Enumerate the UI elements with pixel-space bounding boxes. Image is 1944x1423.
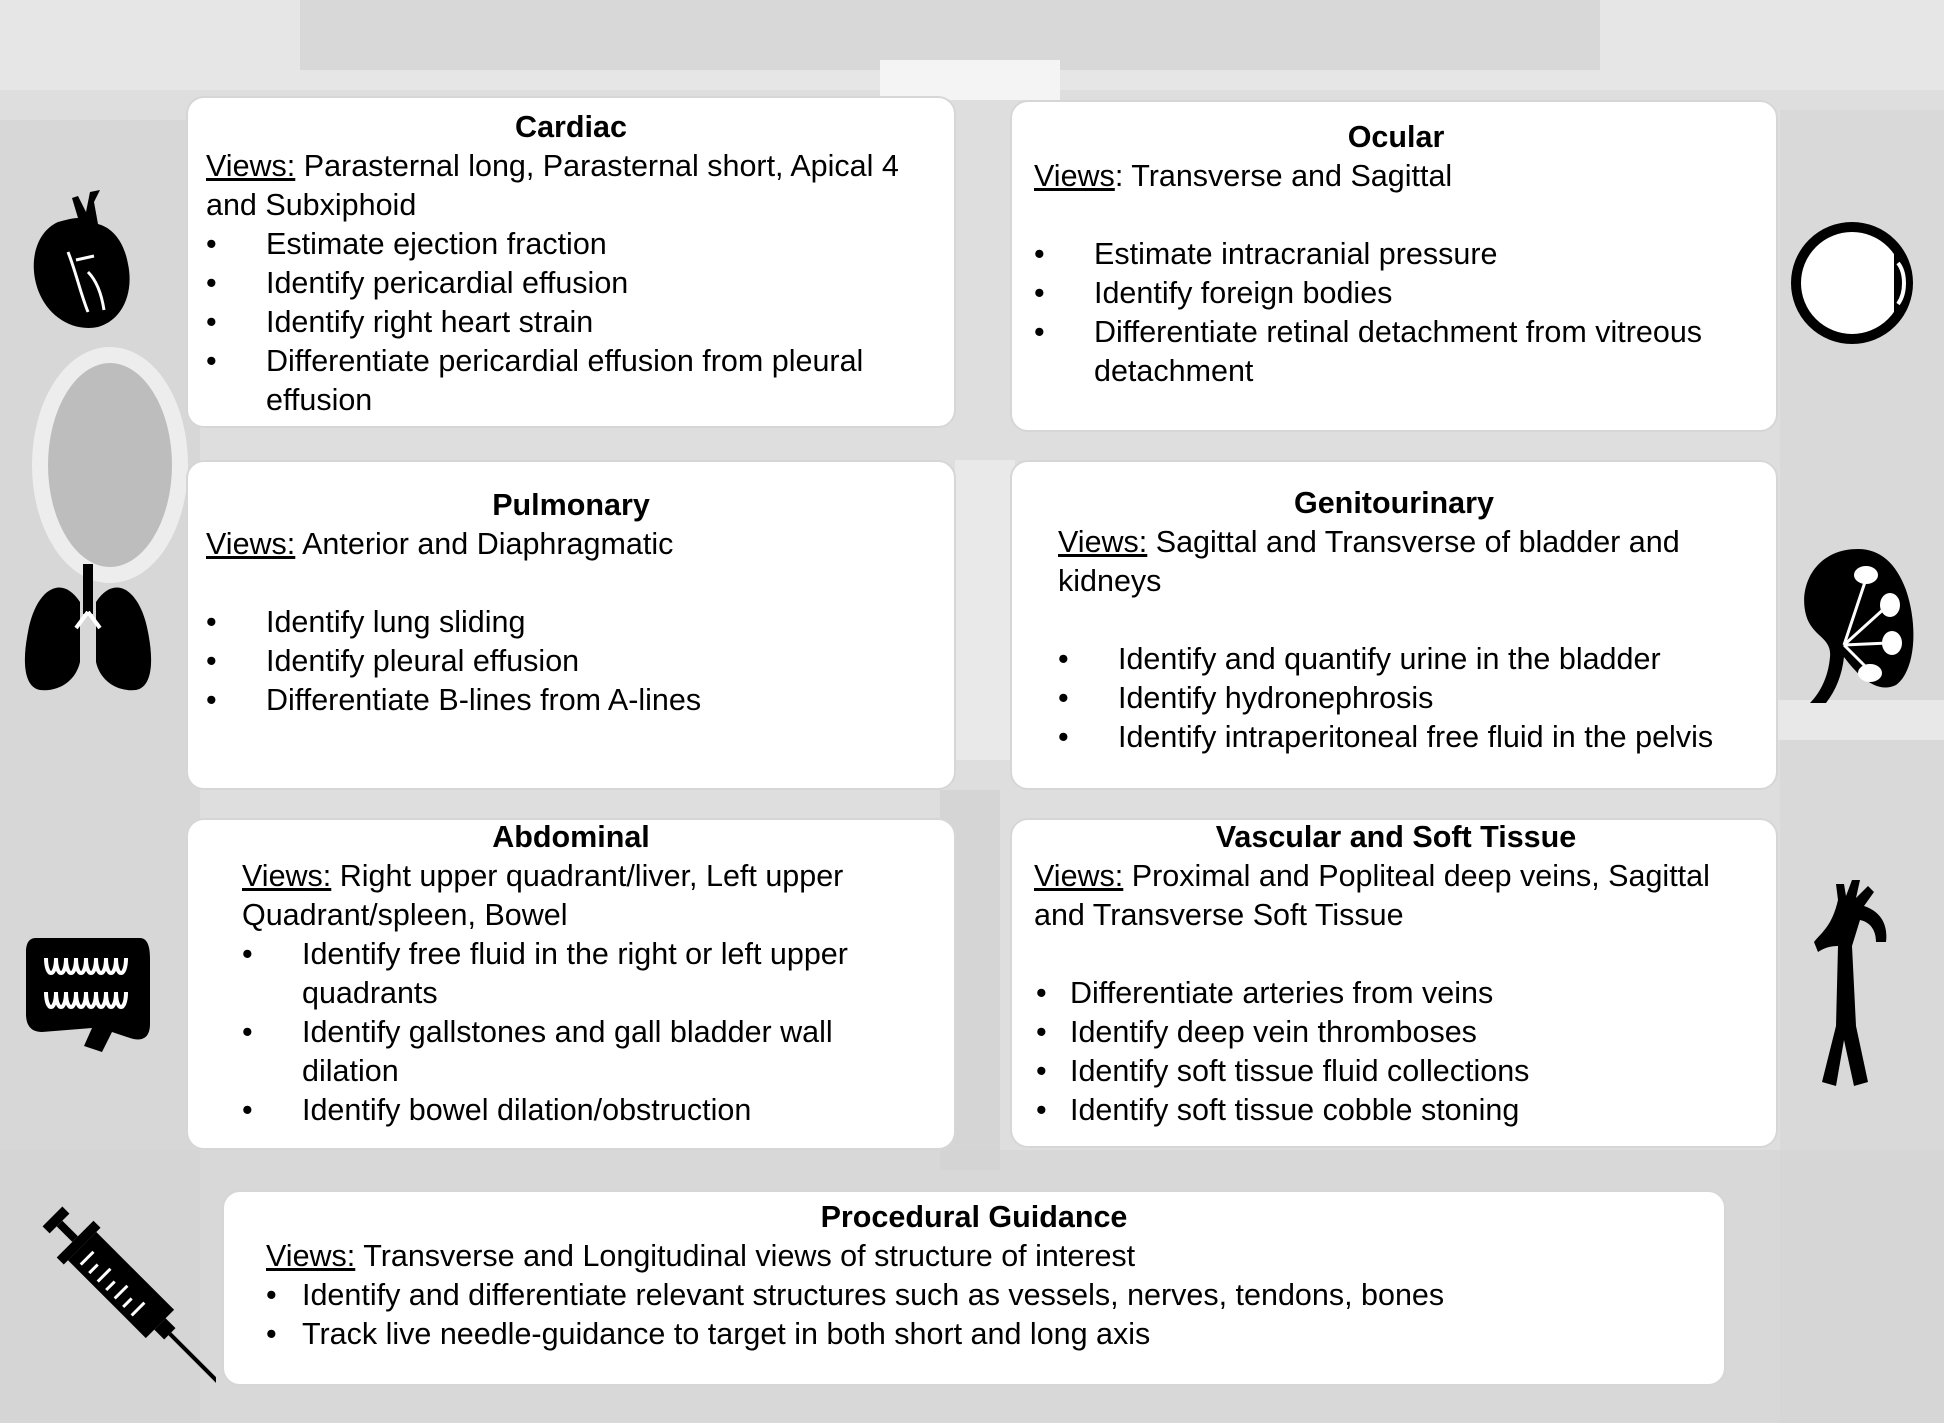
views-label: Views: (206, 149, 296, 183)
card-title: Abdominal (492, 820, 650, 854)
views-line (206, 147, 936, 225)
views-line (242, 857, 936, 935)
list-item: • Identify pleural effusion (206, 642, 936, 681)
list-item: • Identify right heart strain (206, 303, 936, 342)
card-title: Genitourinary (1294, 486, 1494, 520)
views-text: Proximal and Popliteal deep veins, Sagittal and Transverse Soft Tissue (1034, 859, 1710, 932)
list-item: • Identify intraperitoneal free fluid in the pelvis (1058, 718, 1758, 757)
list-item: • Identify and quantify urine in the bladder (1058, 640, 1758, 679)
views-line (1034, 157, 1758, 196)
views-label: Views: (1034, 859, 1124, 893)
bullet-list (1034, 974, 1758, 1130)
views-line (1058, 523, 1758, 601)
views-label: Views (1034, 159, 1115, 193)
intestines-icon (22, 928, 154, 1054)
views-label: Views: (242, 859, 332, 893)
views-text: Sagittal and Transverse of bladder and kidneys (1058, 525, 1680, 598)
views-line (266, 1237, 1706, 1276)
procedural-card (222, 1190, 1726, 1386)
card-title: Procedural Guidance (820, 1200, 1128, 1234)
abdominal-card (186, 818, 956, 1150)
cardiac-card (186, 96, 956, 428)
views-label: Views: (1058, 525, 1148, 559)
bullet-list (1034, 235, 1758, 391)
list-item: • Identify free fluid in the right or left upper quadrants (242, 935, 936, 1013)
views-text: Transverse and Longitudinal views of structure of interest (355, 1239, 1136, 1273)
card-title: Vascular and Soft Tissue (1215, 820, 1577, 854)
vascular-card (1010, 818, 1778, 1148)
list-item: • Identify gallstones and gall bladder wall dilation (242, 1013, 936, 1091)
kidney-icon (1796, 545, 1916, 705)
list-item: • Identify soft tissue fluid collections (1034, 1052, 1758, 1091)
bullet-list (242, 935, 936, 1130)
views-text: Right upper quadrant/liver, Left upper Quadrant/spleen, Bowel (242, 859, 844, 932)
list-item: • Identify and differentiate relevant structures such as vessels, nerves, tendons, bones (266, 1276, 1706, 1315)
card-title: Ocular (1347, 120, 1445, 154)
card-title: Cardiac (515, 110, 627, 144)
list-item: • Identify bowel dilation/obstruction (242, 1091, 936, 1130)
views-text: Parasternal long, Parasternal short, Apical 4 and Subxiphoid (206, 149, 899, 222)
list-item: • Identify foreign bodies (1034, 274, 1758, 313)
genitourinary-card (1010, 460, 1778, 790)
list-item: • Differentiate B-lines from A-lines (206, 681, 936, 720)
list-item: • Track live needle-guidance to target in both short and long axis (266, 1315, 1706, 1354)
list-item: • Differentiate arteries from veins (1034, 974, 1758, 1013)
eye-icon (1786, 218, 1926, 348)
bullet-list (206, 603, 936, 720)
list-item: • Identify hydronephrosis (1058, 679, 1758, 718)
views-text: Anterior and Diaphragmatic (295, 527, 674, 561)
syringe-icon (36, 1190, 216, 1390)
list-item: • Identify lung sliding (206, 603, 936, 642)
list-item: • Identify deep vein thromboses (1034, 1013, 1758, 1052)
bullet-list (1058, 640, 1758, 757)
list-item: • Identify soft tissue cobble stoning (1034, 1091, 1758, 1130)
list-item: • Differentiate retinal detachment from vitreous detachment (1034, 313, 1758, 391)
heart-icon (28, 182, 138, 338)
list-item: • Differentiate pericardial effusion from pleural effusion (206, 342, 936, 420)
bullet-list (206, 225, 936, 420)
views-line (1034, 857, 1758, 935)
card-title: Pulmonary (492, 488, 650, 522)
views-label: Views: (266, 1239, 356, 1273)
aorta-icon (1808, 876, 1898, 1092)
views-label: Views: (206, 527, 296, 561)
pulmonary-card (186, 460, 956, 790)
bullet-list (266, 1276, 1706, 1354)
views-text: : Transverse and Sagittal (1114, 159, 1453, 193)
list-item: • Estimate ejection fraction (206, 225, 936, 264)
list-item: • Identify pericardial effusion (206, 264, 936, 303)
list-item: • Estimate intracranial pressure (1034, 235, 1758, 274)
views-line (206, 525, 936, 564)
lungs-icon (20, 562, 156, 694)
ocular-card (1010, 100, 1778, 432)
